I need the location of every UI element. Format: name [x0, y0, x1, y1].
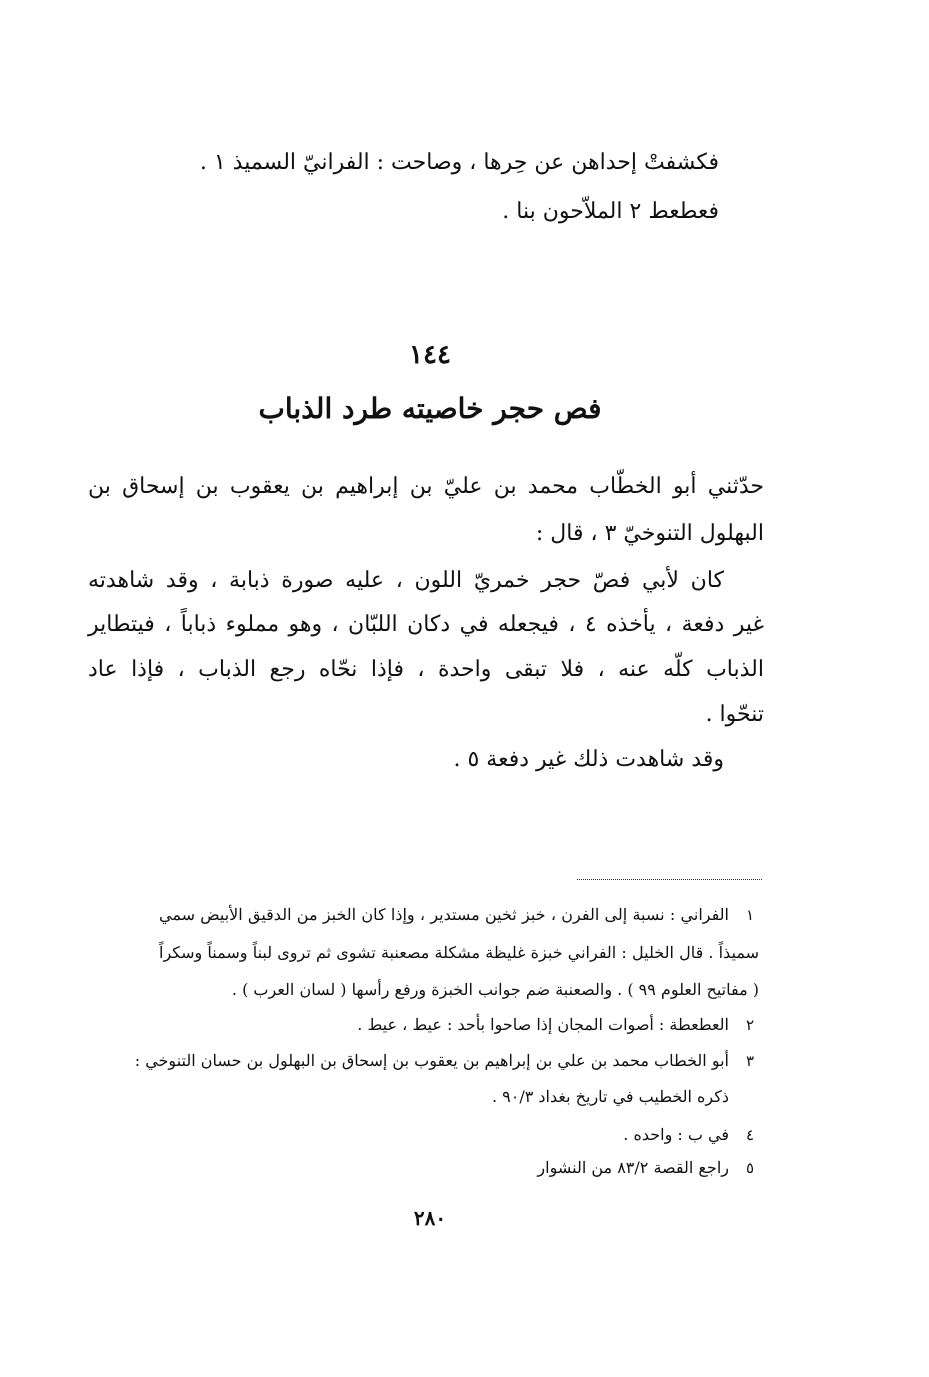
footnote-4-number: ٤	[745, 1126, 754, 1144]
section-title: فص حجر خاصيته طرد الذباب	[258, 392, 602, 425]
footnote-3-line-2: ذكره الخطيب في تاريخ بغداد ٩٠/٣ .	[492, 1087, 729, 1106]
body-line-6: تنحّوا .	[705, 702, 764, 727]
body-line-7: وقد شاهدت ذلك غير دفعة ٥ .	[453, 747, 724, 772]
footnote-1-line-1: الفراني : نسبة إلى الفرن ، خبز ثخين مستدير ، وإذا كان الخبز من الدقيق الأبيض سمي	[159, 905, 729, 924]
footnote-divider	[577, 879, 762, 880]
footnote-3-line-1: أبو الخطاب محمد بن علي بن إبراهيم بن يعقوب بن إسحاق بن البهلول بن حسان التنوخي :	[134, 1051, 729, 1070]
footnote-1-line-2: سميذاً . قال الخليل : الفراني خبزة غليظة مشكلة مصعنبة تشوى ثم تروى لبناً وسمناً وسكراً	[159, 943, 759, 962]
body-line-5: الذباب كلّه عنه ، فلا تبقى واحدة ، فإذا نحّاه رجع الذباب ، فإذا عاد	[88, 657, 764, 682]
footnote-2-line: العطعطة : أصوات المجان إذا صاحوا بأحد : عيط ، عيط .	[357, 1015, 729, 1034]
top-line-2: فعطعط ٢ الملاّحون بنا .	[502, 199, 719, 224]
top-line-1: فكشفتْ إحداهن عن حِرها ، وصاحت : الفرانيّ السميذ ١ .	[199, 150, 719, 175]
footnote-4-line: في ب : واحده .	[623, 1125, 729, 1144]
body-line-2: البهلول التنوخيّ ٣ ، قال :	[535, 521, 764, 546]
body-line-1: حدّثني أبو الخطّاب محمد بن عليّ بن إبراهيم بن يعقوب بن إسحاق بن	[88, 474, 764, 499]
footnote-1-line-3: ( مفاتيح العلوم ٩٩ ) . والصعنبة ضم جوانب الخبزة ورفع رأسها ( لسان العرب ) .	[231, 980, 759, 999]
section-number: ١٤٤	[409, 340, 451, 370]
footnote-3-number: ٣	[745, 1052, 754, 1070]
page-number: ٢٨٠	[413, 1206, 447, 1230]
footnote-1-number: ١	[745, 906, 754, 924]
footnote-2-number: ٢	[745, 1016, 754, 1034]
footnote-5-line: راجع القصة ٨٣/٢ من النشوار	[537, 1158, 729, 1177]
body-line-4: غير دفعة ، يأخذه ٤ ، فيجعله في دكان اللبّان ، وهو مملوء ذباباً ، فيتطاير	[88, 612, 765, 637]
footnote-5-number: ٥	[745, 1159, 754, 1177]
body-line-3: كان لأبي فصّ حجر خمريّ اللون ، عليه صورة ذبابة ، وقد شاهدته	[88, 568, 724, 593]
